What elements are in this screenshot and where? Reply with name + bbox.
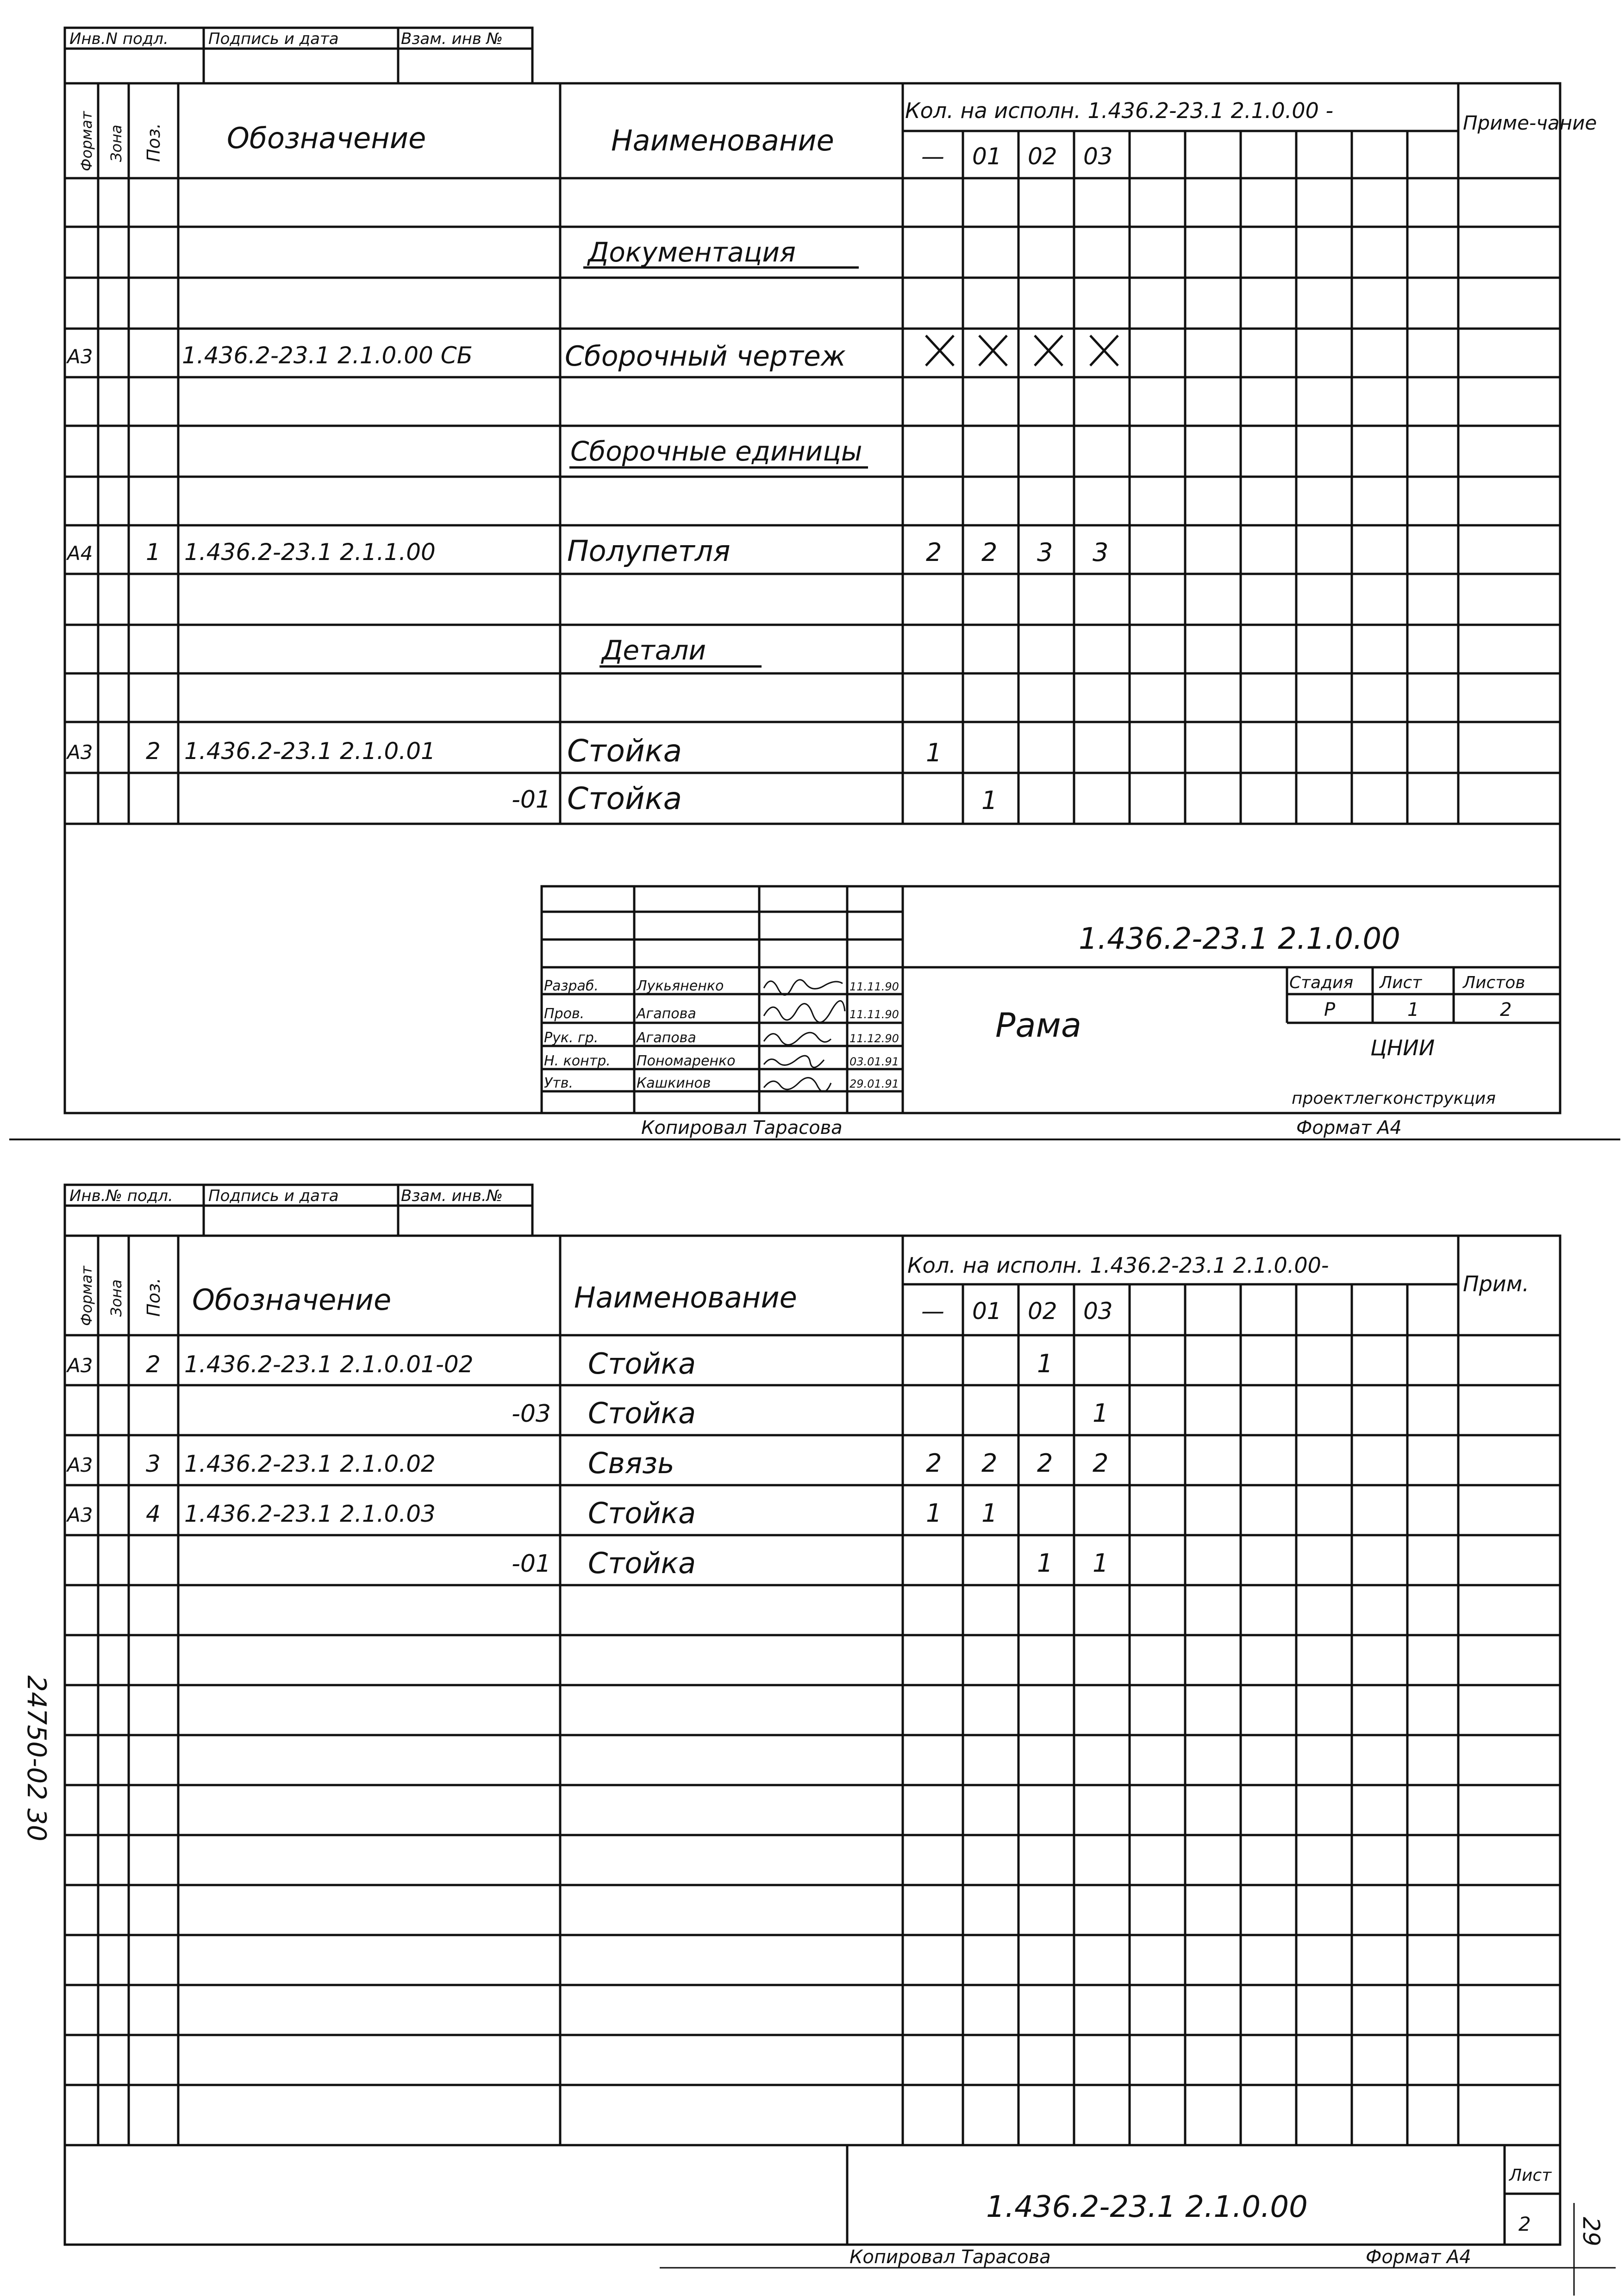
s1-row4-designation: -01 [512,786,551,814]
s1-row2-q1: 2 [981,538,998,567]
s2-row2-name: Стойка [588,1396,696,1430]
s1-row2-q3: 3 [1093,538,1109,567]
s1-org2: проектлегконструкция [1292,1089,1496,1108]
s1-header-zone: Зона [107,124,125,162]
s1-header-format: Формат [78,111,95,171]
s1-row1-name: Сборочный чертеж [565,340,846,373]
s2-header-format: Формат [78,1266,95,1326]
s1-row1-designation: 1.436.2-23.1 2.1.0.00 СБ [182,342,473,369]
s1-copied: Копировал Тарасова [641,1117,843,1139]
s2-row1-name: Стойка [588,1347,696,1381]
s1-sheets: 2 [1500,999,1512,1020]
s2-stamp-sign: Подпись и дата [208,1187,339,1205]
s2-row4-pos: 4 [146,1500,161,1527]
s2-stamp-inv: Инв.№ подл. [69,1187,173,1205]
s2-row3-name: Связь [588,1446,675,1480]
s1-stage-label: Стадия [1289,973,1354,992]
s1-org1: ЦНИИ [1370,1035,1435,1060]
s1-row2-format: А4 [67,542,93,565]
s1-header-name: Наименование [611,124,834,157]
s2-row3-q1: 2 [981,1449,998,1478]
s1-role-2: Пров. [544,1006,585,1022]
s2-row2-designation: -03 [512,1400,551,1428]
s2-row3-q2: 2 [1037,1449,1053,1478]
signatures [764,980,845,1092]
s2-row3-format: А3 [67,1454,93,1476]
s1-row2-q2: 3 [1037,538,1053,567]
s1-row4-name: Стойка [567,781,682,816]
s1-stage: Р [1324,999,1336,1020]
s1-row2-pos: 1 [146,539,161,566]
s1-header-note: Приме-чание [1463,112,1597,134]
s1-header-qty: Кол. на исполн. 1.436.2-23.1 2.1.0.00 - [905,98,1334,123]
s1-role-5-name: Кашкинов [637,1075,711,1091]
side-number: 24750-02 30 [21,1675,51,1842]
s1-header-pos: Поз. [144,123,164,162]
s2-header-var-dash: — [921,1298,944,1325]
s2-header-var-02: 02 [1028,1298,1057,1325]
s2-row3-designation: 1.436.2-23.1 2.1.0.02 [184,1450,436,1477]
s2-row5-q2: 1 [1037,1549,1053,1578]
s2-header-var-03: 03 [1083,1298,1113,1325]
s1-role-1-name: Лукьяненко [637,978,724,994]
s2-header-name: Наименование [574,1281,797,1314]
s1-section-doc: Документация [588,236,796,268]
s1-row3-name: Стойка [567,733,682,769]
s1-role-4-date: 03.01.91 [849,1055,899,1068]
s2-row1-pos: 2 [146,1351,161,1378]
s2-row1-format: А3 [67,1354,93,1377]
s2-header-var-01: 01 [972,1298,1002,1325]
sheet1-frame [9,28,1620,1139]
s2-row5-name: Стойка [588,1546,696,1580]
s1-section-asm: Сборочные единицы [570,436,862,467]
s2-sheet-label: Лист [1509,2166,1552,2185]
s2-title-code: 1.436.2-23.1 2.1.0.00 [986,2190,1308,2224]
s2-row4-q0: 1 [926,1499,942,1528]
s2-row3-q3: 2 [1093,1449,1109,1478]
s1-format: Формат А4 [1296,1117,1402,1139]
s1-sheets-label: Листов [1463,973,1525,992]
s1-role-1-date: 11.11.90 [849,980,899,993]
s1-title-name: Рама [995,1006,1081,1045]
s2-header-designation: Обозначение [192,1283,392,1317]
s2-row1-q2: 1 [1037,1349,1053,1378]
s1-role-3-date: 11.12.90 [849,1032,899,1045]
s1-sheet-label: Лист [1380,973,1422,992]
s2-row4-format: А3 [67,1504,93,1526]
s1-sheet: 1 [1407,999,1419,1020]
s2-row4-q1: 1 [981,1499,998,1528]
s2-header-pos: Поз. [144,1277,164,1317]
s2-row4-designation: 1.436.2-23.1 2.1.0.03 [184,1500,436,1527]
s1-title-code: 1.436.2-23.1 2.1.0.00 [1079,922,1400,956]
s2-row3-pos: 3 [146,1450,161,1477]
s2-header-zone: Зона [107,1279,125,1317]
s2-row3-q0: 2 [926,1449,942,1478]
s1-role-2-date: 11.11.90 [849,1008,899,1021]
s2-format: Формат А4 [1366,2246,1471,2268]
s1-header-var-01: 01 [972,143,1002,170]
s2-sheet: 2 [1518,2213,1531,2235]
s1-header-var-03: 03 [1083,143,1113,170]
s1-row3-designation: 1.436.2-23.1 2.1.0.01 [184,738,436,765]
s1-stamp-inv: Инв.N подл. [69,30,169,48]
s1-header-designation: Обозначение [227,121,426,155]
s1-row1-format: А3 [67,345,93,368]
s1-row2-q0: 2 [926,538,942,567]
s2-header-qty: Кол. на исполн. 1.436.2-23.1 2.1.0.00- [907,1253,1329,1278]
s2-row4-name: Стойка [588,1496,696,1530]
s1-row2-designation: 1.436.2-23.1 2.1.1.00 [184,539,436,566]
s2-row5-designation: -01 [512,1550,551,1578]
s1-role-4: Н. контр. [544,1053,611,1069]
s2-copied: Копировал Тарасова [849,2246,1051,2268]
s2-row1-designation: 1.436.2-23.1 2.1.0.01-02 [184,1351,474,1378]
s1-role-3-name: Агапова [637,1030,696,1046]
s1-role-3: Рук. гр. [544,1030,599,1046]
s1-header-var-dash: — [921,143,944,170]
s1-role-5: Утв. [544,1075,573,1091]
s1-row3-q0: 1 [926,738,942,767]
s1-row3-format: А3 [67,741,93,764]
s1-role-5-date: 29.01.91 [849,1077,899,1090]
s1-stamp-sign: Подпись и дата [208,30,339,48]
s1-role-1: Разраб. [544,978,599,994]
s1-header-var-02: 02 [1028,143,1057,170]
s1-row4-q1: 1 [981,786,998,815]
s2-stamp-replace: Взам. инв.№ [401,1187,503,1205]
s1-row2-name: Полупетля [567,534,731,568]
s2-row5-q3: 1 [1093,1549,1109,1578]
s1-role-4-name: Пономаренко [637,1053,736,1069]
s1-row3-pos: 2 [146,738,161,765]
s1-section-parts: Детали [602,635,706,666]
s1-stamp-replace: Взам. инв № [401,30,503,48]
s2-header-note: Прим. [1463,1271,1530,1296]
s2-row2-q3: 1 [1093,1399,1109,1428]
page-number: 29 [1578,2217,1605,2246]
s1-role-2-name: Агапова [637,1006,696,1022]
